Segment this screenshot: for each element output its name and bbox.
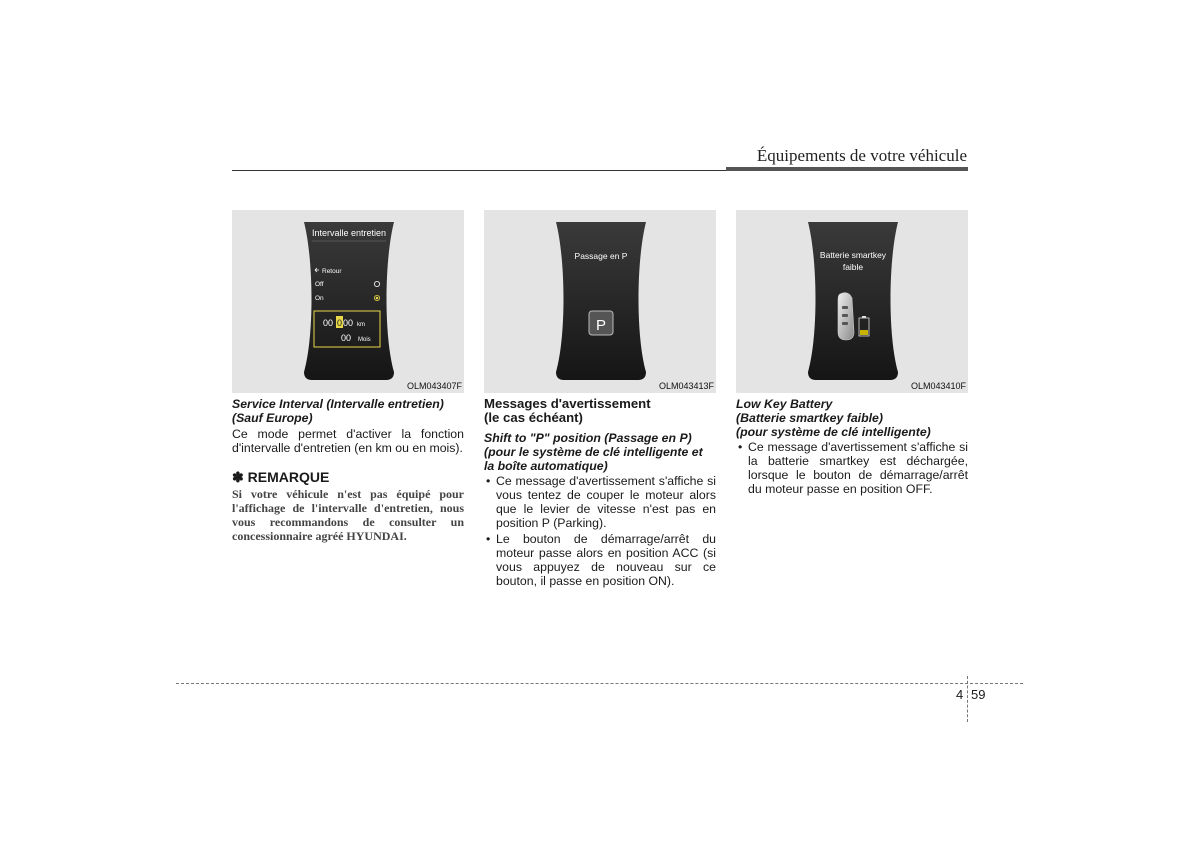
subsection-title-line2: (Batterie smartkey faible) [736,411,883,425]
menu-item-on: On [315,295,324,302]
lcd-screen [808,222,898,380]
column-warning-messages [484,397,716,588]
cluster-display-low-key-battery [808,222,898,380]
column-low-key-battery [736,397,968,496]
figure-service-interval [232,210,464,393]
subsection-title-line3: la boîte automatique) [484,459,608,473]
cluster-display-shift-to-p [556,222,646,380]
screen-title-line2: faible [842,262,864,272]
section-caption: Service Interval (Intervalle entretien) [232,397,444,411]
header-rule [232,170,726,171]
bullet-list [484,474,716,588]
menu-item-off: Off [315,281,324,288]
lcd-screen [304,222,394,380]
gear-symbol: P [595,317,607,334]
subsection-title: Shift to "P" position (Passage en P) [484,431,692,445]
header-rule-accent [726,167,968,171]
footer-divider [967,676,968,722]
figure-low-key-battery [736,210,968,393]
figure-code: OLM043407F [406,381,462,391]
distance-digits-left: 00 [323,318,334,328]
bullet-item: • Ce message d'avertissement s'affiche si la batterie smartkey est déchargée, lorsque le bouton de démarrage/arrêt du moteur passe en position OFF. [736,440,968,496]
subsection-title-line3: (pour système de clé intelligente) [736,425,931,439]
subsection-title: Low Key Battery [736,397,833,411]
section-caption-sub: (Sauf Europe) [232,411,313,425]
column-service-interval [232,397,464,543]
page-number: 59 [971,687,986,702]
footer-rule [176,683,1023,684]
subsection-title-line2: (pour le système de clé intelligente et [484,445,703,459]
remark-title: ✽ REMARQUE [232,469,330,485]
remark-body: Si votre véhicule n'est pas équipé pour l'affichage de l'intervalle d'entretien, nous vous recommandons de consulter un concessionnaire agréé HYUNDAI. [232,487,464,543]
figure-shift-to-p [484,210,716,393]
lcd-screen [556,222,646,380]
bullet-item: • Ce message d'avertissement s'affiche si vous tentez de couper le moteur alors que le levier de vitesse n'est pas en position P (Parking). [484,474,716,530]
screen-title: Passage en P [574,251,628,261]
distance-digit-highlight: 0 [337,318,343,328]
page-header-title: Équipements de votre véhicule [756,146,967,165]
figure-code: OLM043413F [658,381,714,391]
distance-unit: km [357,322,365,328]
bullet-item: • Le bouton de démarrage/arrêt du moteur passe alors en position ACC (si vous appuyez de nouveau sur ce bouton, il passe en position ON). [484,532,716,588]
section-heading-sub: (le cas échéant) [484,410,583,425]
screen-title: Intervalle entretien [311,228,387,238]
figure-code: OLM043410F [910,381,966,391]
body-paragraph: Ce mode permet d'activer la fonction d'intervalle d'entretien (en km ou en mois). [232,427,464,455]
section-heading: Messages d'avertissement [484,396,651,411]
chapter-number: 4 [956,687,964,702]
cluster-display-service-interval [304,222,394,380]
months-value: 00 [341,333,352,343]
months-unit: Mois [358,337,371,343]
screen-title-line1: Batterie smartkey [819,250,887,260]
menu-item-retour: Retour [322,268,342,275]
smart-key-icon [838,293,854,340]
bullet-list [736,440,968,496]
distance-digits-right: 00 [343,318,354,328]
